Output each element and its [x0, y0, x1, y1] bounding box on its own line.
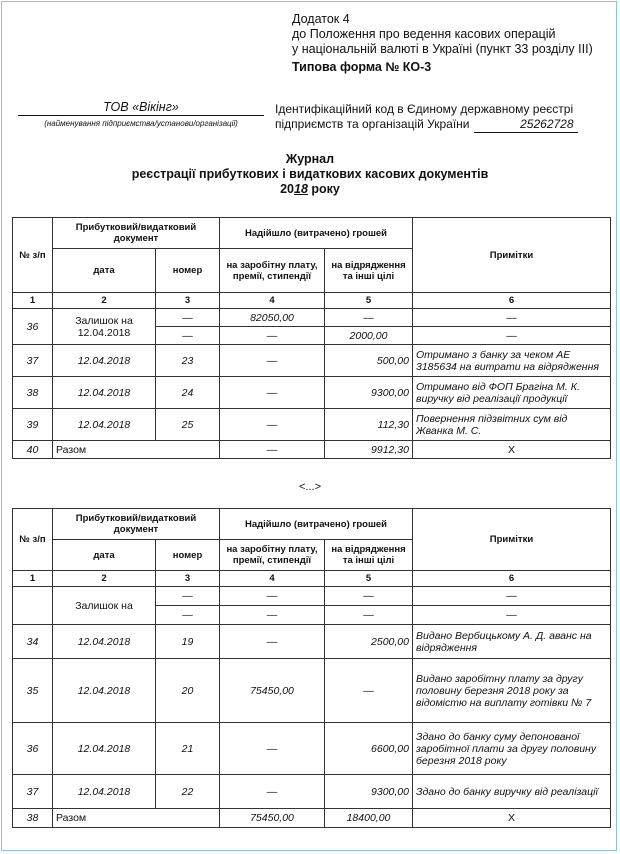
cell-date: 12.04.2018 — [53, 659, 156, 723]
cell-travel: 9300,00 — [325, 377, 413, 409]
journal-year — [0, 182, 620, 197]
cell-notes: Повернення підзвітних сум від Жванка М. С. — [413, 409, 611, 441]
cell-travel: — — [325, 606, 413, 625]
row-num: 40 — [13, 441, 53, 459]
cell-notes: Отримано від ФОП Брагіна М. К. виручку від реалізації продукції — [413, 377, 611, 409]
cell-salary: 75450,00 — [220, 809, 325, 828]
row-num: 38 — [13, 809, 53, 828]
organization-name: ТОВ «Вікінг» — [18, 100, 264, 116]
cell-number: — — [156, 587, 220, 606]
cell-travel: 6600,00 — [325, 723, 413, 775]
year-word: року — [311, 182, 340, 196]
cell-travel: 2000,00 — [325, 327, 413, 345]
header-doc: Прибутковий/видатковий документ — [53, 218, 220, 249]
table-row — [13, 377, 611, 409]
header-num: № з/п — [13, 509, 53, 571]
header-doc: Прибутковий/видатковий документ — [53, 509, 220, 540]
header-travel: на відрядження та інші цілі — [325, 540, 413, 571]
col-index-2: 2 — [53, 293, 156, 309]
cell-travel: 2500,00 — [325, 625, 413, 659]
cell-salary: — — [220, 625, 325, 659]
appendix-line-3: у національній валюті в Україні (пункт 33 розділу III) — [292, 42, 593, 56]
cell-travel: 500,00 — [325, 345, 413, 377]
cell-travel: 9912,30 — [325, 441, 413, 459]
col-index-5: 5 — [325, 293, 413, 309]
year-suffix: 18 — [294, 182, 308, 196]
cell-notes: Х — [413, 441, 611, 459]
header-date: дата — [53, 249, 156, 293]
row-num-empty — [13, 587, 53, 625]
col-index-4: 4 — [220, 293, 325, 309]
cell-salary: 82050,00 — [220, 309, 325, 327]
cell-travel: — — [325, 587, 413, 606]
table-row — [13, 409, 611, 441]
appendix-line-2: до Положення про ведення касових операцій — [292, 27, 556, 41]
cell-notes: Видано заробітну плату за другу половину березня 2018 року за відомістю на виплату готівки № 7 — [413, 659, 611, 723]
table-row — [13, 775, 611, 809]
organization-block — [18, 100, 264, 128]
cell-notes: Х — [413, 809, 611, 828]
cell-notes: — — [413, 606, 611, 625]
cell-number: — — [156, 606, 220, 625]
register-table-1 — [12, 217, 611, 459]
col-index-4: 4 — [220, 571, 325, 587]
cell-salary: — — [220, 587, 325, 606]
row-num: 38 — [13, 377, 53, 409]
year-prefix: 20 — [280, 182, 295, 196]
header-money: Надійшло (витрачено) грошей — [220, 218, 413, 249]
cell-date: 12.04.2018 — [53, 345, 156, 377]
cell-salary: — — [220, 441, 325, 459]
cell-date: 12.04.2018 — [53, 377, 156, 409]
row-num: 37 — [13, 345, 53, 377]
row-num: 36 — [13, 309, 53, 345]
cell-notes: Здано до банку суму депонованої заробітної плати за другу половину березня 2018 року — [413, 723, 611, 775]
cell-salary: — — [220, 409, 325, 441]
header-number: номер — [156, 540, 220, 571]
cell-notes: Отримано з банку за чеком АЕ 3185634 на витрати на відрядження — [413, 345, 611, 377]
total-label: Разом — [53, 441, 220, 459]
table-row — [13, 625, 611, 659]
header-notes: Примітки — [413, 218, 611, 293]
edrpou-code: 25262728 — [474, 117, 578, 133]
cell-travel: — — [325, 659, 413, 723]
table-row — [13, 659, 611, 723]
cell-salary: — — [220, 327, 325, 345]
col-index-5: 5 — [325, 571, 413, 587]
row-num: 36 — [13, 723, 53, 775]
appendix-line-1: Додаток 4 — [292, 12, 350, 26]
row-num: 39 — [13, 409, 53, 441]
cell-number: 25 — [156, 409, 220, 441]
header-salary: на заробітну плату, премії, стипендії — [220, 540, 325, 571]
row-num: 37 — [13, 775, 53, 809]
cell-travel: — — [325, 309, 413, 327]
col-index-1: 1 — [13, 293, 53, 309]
balance-label: Залишок на 12.04.2018 — [53, 309, 156, 345]
balance-row — [13, 587, 611, 606]
register-table-2 — [12, 508, 611, 828]
cell-salary: — — [220, 723, 325, 775]
header-date: дата — [53, 540, 156, 571]
form-number: Типова форма № КО-3 — [292, 60, 432, 74]
cell-travel: 18400,00 — [325, 809, 413, 828]
cell-salary: — — [220, 377, 325, 409]
cell-date: 12.04.2018 — [53, 723, 156, 775]
cell-notes: — — [413, 327, 611, 345]
cell-salary: — — [220, 775, 325, 809]
ident-line-2-text: підприємств та організацій України — [275, 117, 470, 131]
omission-marker: <...> — [298, 481, 322, 493]
cell-date: 12.04.2018 — [53, 775, 156, 809]
journal-title-2: реєстрації прибуткових і видаткових касових документів — [131, 167, 489, 181]
cell-salary: — — [220, 606, 325, 625]
row-num: 35 — [13, 659, 53, 723]
appendix-header — [292, 12, 593, 75]
cell-notes: — — [413, 309, 611, 327]
total-row — [13, 809, 611, 828]
cell-date: 12.04.2018 — [53, 625, 156, 659]
cell-number: — — [156, 327, 220, 345]
cell-travel: 112,30 — [325, 409, 413, 441]
cell-number: 21 — [156, 723, 220, 775]
col-index-3: 3 — [156, 293, 220, 309]
cell-number: 20 — [156, 659, 220, 723]
header-salary: на заробітну плату, премії, стипендії — [220, 249, 325, 293]
table-row — [13, 723, 611, 775]
header-travel: на відрядження та інші цілі — [325, 249, 413, 293]
col-index-2: 2 — [53, 571, 156, 587]
cell-date: 12.04.2018 — [53, 409, 156, 441]
total-label: Разом — [53, 809, 220, 828]
header-number: номер — [156, 249, 220, 293]
balance-label: Залишок на — [53, 587, 156, 625]
cell-salary: — — [220, 345, 325, 377]
organization-caption: (найменування підприємства/установи/організації) — [44, 119, 238, 128]
row-num: 34 — [13, 625, 53, 659]
cell-number: 23 — [156, 345, 220, 377]
cell-travel: 9300,00 — [325, 775, 413, 809]
header-money: Надійшло (витрачено) грошей — [220, 509, 413, 540]
col-index-6: 6 — [413, 571, 611, 587]
cell-notes: Видано Вербицькому А. Д. аванс на відрядження — [413, 625, 611, 659]
ident-line-1: Ідентифікаційний код в Єдиному державному реєстрі — [275, 102, 574, 116]
header-num: № з/п — [13, 218, 53, 293]
col-index-6: 6 — [413, 293, 611, 309]
header-notes: Примітки — [413, 509, 611, 571]
identification-code-block — [275, 102, 578, 133]
cell-number: — — [156, 309, 220, 327]
cell-notes: Здано до банку виручку від реалізації — [413, 775, 611, 809]
cell-number: 24 — [156, 377, 220, 409]
balance-row — [13, 309, 611, 327]
ident-line-2 — [275, 117, 578, 133]
table-row — [13, 345, 611, 377]
col-index-3: 3 — [156, 571, 220, 587]
cell-salary: 75450,00 — [220, 659, 325, 723]
journal-title-1: Журнал — [285, 152, 335, 166]
cell-number: 19 — [156, 625, 220, 659]
col-index-1: 1 — [13, 571, 53, 587]
total-row — [13, 441, 611, 459]
cell-notes: — — [413, 587, 611, 606]
cell-number: 22 — [156, 775, 220, 809]
journal-title — [0, 152, 620, 197]
